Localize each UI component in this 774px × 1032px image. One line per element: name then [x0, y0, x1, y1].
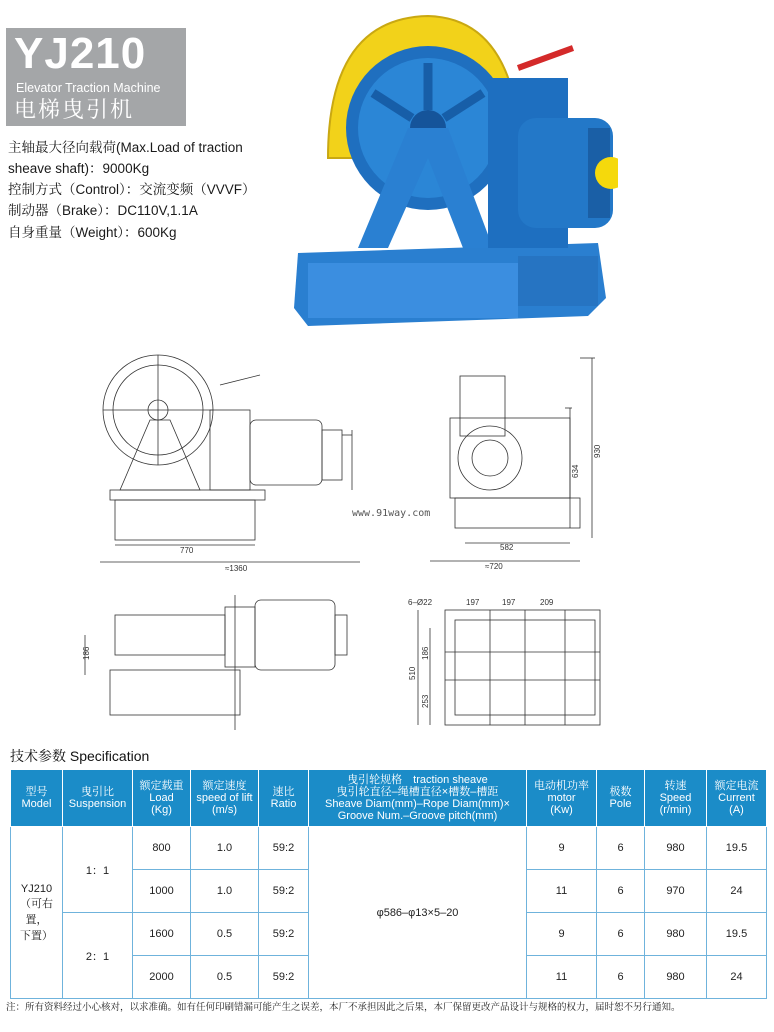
load-cell: 2000 — [133, 956, 191, 999]
side-view-drawing — [420, 348, 610, 573]
spec-control: 控制方式（Control）：交流变频（VVVF） — [8, 182, 256, 197]
rspeed-cell: 980 — [645, 956, 707, 999]
col-load: 额定载重 Load (Kg) — [133, 770, 191, 827]
col-motor: 电动机功率 motor (Kw) — [527, 770, 597, 827]
base-dim-186: 186 — [421, 646, 430, 660]
table-header-row — [11, 770, 767, 827]
base-dim-510: 510 — [408, 666, 417, 680]
pole-cell: 6 — [597, 870, 645, 913]
current-cell: 19.5 — [707, 913, 767, 956]
table-row — [11, 827, 767, 870]
spec-max-load: 主轴最大径向载荷(Max.Load of traction — [8, 140, 243, 155]
side-dim-634: 634 — [571, 464, 580, 478]
machine-photo — [288, 8, 618, 330]
model-title: YJ210 — [14, 29, 147, 78]
col-current: 额定电流 Current (A) — [707, 770, 767, 827]
rspeed-cell: 970 — [645, 870, 707, 913]
side-dim-930: 930 — [593, 444, 602, 458]
pole-cell: 6 — [597, 913, 645, 956]
front-dim-770: 770 — [180, 546, 194, 555]
rspeed-cell: 980 — [645, 827, 707, 870]
col-speed: 额定速度 speed of lift (m/s) — [191, 770, 259, 827]
speed-cell: 0.5 — [191, 956, 259, 999]
subtitle-cn: 电梯曳引机 — [14, 97, 135, 122]
load-cell: 800 — [133, 827, 191, 870]
rspeed-cell: 980 — [645, 913, 707, 956]
spec-table — [10, 770, 767, 999]
ratio-cell: 59:2 — [259, 913, 309, 956]
footnote: 注：所有资料经过小心核对，以求准确。如有任何印刷错漏可能产生之误差，本厂不承担因此之后果，本厂保留更改产品设计与规格的权力，届时恕不另行通知。 — [6, 1002, 681, 1013]
ratio-cell: 59:2 — [259, 956, 309, 999]
base-plan-drawing — [400, 590, 610, 735]
motor-cell: 9 — [527, 827, 597, 870]
ratio-cell: 59:2 — [259, 870, 309, 913]
base-dim-253: 253 — [421, 694, 430, 708]
watermark: www.91way.com — [352, 508, 431, 519]
top-view-drawing — [75, 585, 365, 735]
col-sheave: 曳引轮规格 traction sheave 曳引轮直径–绳槽直径×槽数–槽距 Sheave Diam(mm)–Rope Diam(mm)× Groove Num.–Groove pitch(mm) — [309, 770, 527, 827]
col-pole: 极数 Pole — [597, 770, 645, 827]
sheave-cell: φ586–φ13×5–20 — [309, 827, 527, 999]
side-dim-582: 582 — [500, 543, 514, 552]
load-cell: 1600 — [133, 913, 191, 956]
base-dim-197a: 197 — [466, 598, 480, 607]
subtitle-en: Elevator Traction Machine — [16, 81, 161, 95]
suspension-cell: 1：1 — [63, 827, 133, 913]
current-cell: 24 — [707, 956, 767, 999]
motor-cell: 9 — [527, 913, 597, 956]
pole-cell: 6 — [597, 827, 645, 870]
base-dim-209: 209 — [540, 598, 554, 607]
spec-weight: 自身重量（Weight）：600Kg — [8, 225, 177, 240]
front-view-drawing — [90, 340, 370, 575]
side-dim-720: ≈720 — [485, 562, 503, 571]
ratio-cell: 59:2 — [259, 827, 309, 870]
top-dim-186: 186 — [82, 646, 91, 660]
pole-cell: 6 — [597, 956, 645, 999]
load-cell: 1000 — [133, 870, 191, 913]
speed-cell: 1.0 — [191, 870, 259, 913]
current-cell: 19.5 — [707, 827, 767, 870]
model-cell: YJ210 （可右置， 下置） — [11, 827, 63, 999]
spec-heading: 技术参数 Specification — [10, 748, 150, 764]
speed-cell: 0.5 — [191, 913, 259, 956]
speed-cell: 1.0 — [191, 827, 259, 870]
col-model: 型号 Model — [11, 770, 63, 827]
base-dim-197b: 197 — [502, 598, 516, 607]
front-dim-1360: ≈1360 — [225, 564, 248, 573]
current-cell: 24 — [707, 870, 767, 913]
spec-brake: 制动器（Brake）：DC110V,1.1A — [8, 203, 198, 218]
col-rspeed: 转速 Speed (r/min) — [645, 770, 707, 827]
suspension-cell: 2：1 — [63, 913, 133, 999]
base-holes: 6–Ø22 — [408, 598, 433, 607]
spec-max-load-cont: sheave shaft)：9000Kg — [8, 161, 150, 176]
col-suspension: 曳引比 Suspension — [63, 770, 133, 827]
col-ratio: 速比 Ratio — [259, 770, 309, 827]
motor-cell: 11 — [527, 956, 597, 999]
motor-cell: 11 — [527, 870, 597, 913]
